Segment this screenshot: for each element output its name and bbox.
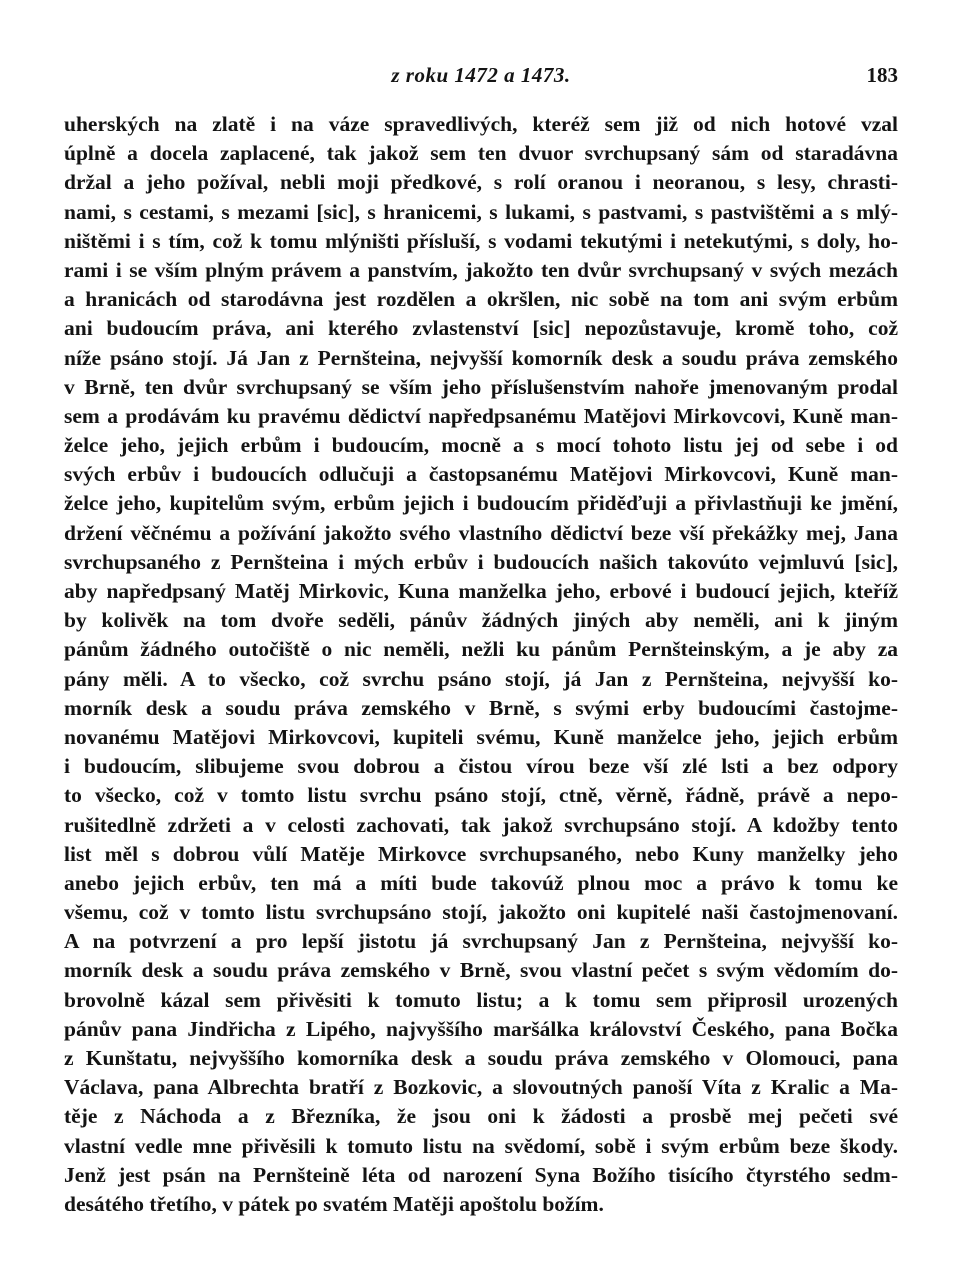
text-line: rami i se vším plným právem a panstvím, jakožto ten dvůr svrchupsaný v svých mezách	[64, 257, 898, 282]
text-line: sem a prodávám ku pravému dědictví napředpsanému Matějovi Mirkovcovi, Kuně man-	[64, 403, 898, 428]
text-line: držal a jeho požíval, nebli moji předkové, s rolí oranou i neoranou, s lesy, chrasti-	[64, 170, 898, 195]
text-line: by kolivěk na tom dvoře seděli, pánův žádných jiných aby neměli, ani k jiným	[64, 608, 898, 633]
text-line: svých erbův i budoucích odlučuji a častopsanému Matějovi Mirkovcovi, Kuně man-	[64, 462, 898, 487]
text-line: novanému Matějovi Mirkovcovi, kupiteli svému, Kuně manželce jeho, jejich erbům	[64, 724, 898, 749]
text-line: morník desk a soudu práva zemského v Brně, s svými erby budoucími častojme-	[64, 695, 898, 720]
text-line: želce jeho, jejich erbům i budoucím, mocně a s mocí tohoto listu jej od sebe i od	[64, 433, 898, 458]
text-line: i budoucím, slibujeme svou dobrou a čistou vírou beze vší zlé lsti a bez odpory	[64, 754, 898, 779]
running-title: z roku 1472 a 1473.	[391, 63, 571, 87]
text-line: brovolně kázal sem přivěsiti k tomuto listu; a k tomu sem připrosil urozených	[64, 987, 898, 1012]
text-line: rušitedlně zdržeti a v celosti zachovati, tak jakož svrchupsáno stojí. A kdožby tento	[64, 812, 898, 837]
body-text	[64, 110, 898, 1219]
text-line: ani budoucím práva, ani kterého zvlastenství [sic] nepozůstavuje, kromě toho, což	[64, 316, 898, 341]
text-line: držení věčnému a požívání jakožto svého vlastního dědictví beze vší překážky mej, Jana	[64, 520, 898, 545]
text-line: anebo jejich erbův, ten má a míti bude takovúž plnou moc a právo k tomu ke	[64, 870, 898, 895]
text-line: list měl s dobrou vůlí Matěje Mirkovce svrchupsaného, nebo Kuny manželky jeho	[64, 841, 898, 866]
text-line: těje z Náchoda a z Březníka, že jsou oni k žádosti a prosbě mej pečeti své	[64, 1104, 898, 1129]
text-line: níže psáno stojí. Já Jan z Pernšteina, nejvyšší komorník desk a soudu práva zemského	[64, 345, 898, 370]
text-line: Václava, pana Albrechta bratří z Bozkovic, a slovoutných panoší Víta z Kralic a Ma-	[64, 1075, 898, 1100]
text-line: nami, s cestami, s mezami [sic], s hranicemi, s lukami, s pastvami, s pastvištěmi a s mlý-	[64, 199, 898, 224]
page-number: 183	[866, 63, 898, 87]
page-header	[64, 60, 898, 90]
text-line: a hranicách od starodávna jest rozdělen a okršlen, nic sobě na tom ani svým erbům	[64, 287, 898, 312]
text-line: uherských na zlatě i na váze spravedlivých, kteréž sem již od nich hotové vzal	[64, 112, 898, 136]
text-line: morník desk a soudu práva zemského v Brně, svou vlastní pečet s svým vědomím do-	[64, 958, 898, 983]
text-line: desátého třetího, v pátek po svatém Matěji apoštolu božím.	[64, 1191, 604, 1216]
text-line: vlastní vedle mne přivěsili k tomuto listu na svědomí, sobě i svým erbům beze škody.	[64, 1133, 898, 1158]
text-line: všemu, což v tomto listu svrchupsáno stojí, jakožto oni kupitelé naši častojmenovaní.	[64, 900, 898, 925]
text-line: v Brně, ten dvůr svrchupsaný se vším jeho příslušenstvím nahoře jmenovaným prodal	[64, 374, 898, 399]
text-line: aby napředpsaný Matěj Mirkovic, Kuna manželka jeho, erbové i budoucí jejich, kteříž	[64, 579, 898, 603]
text-line: želce jeho, kupitelům svým, erbům jejich i budoucím přiděďuji a přivlastňuji ke jmění,	[64, 491, 898, 516]
text-line: pány měli. A to všecko, což svrchu psáno stojí, já Jan z Pernšteina, nejvyšší ko-	[64, 666, 898, 691]
text-line: svrchupsaného z Pernšteina i mých erbův i budoucích našich takovúto vejmluvú [sic],	[64, 549, 898, 574]
text-line: úplně a docela zaplacené, tak jakož sem ten dvuor svrchupsaný sám od staradávna	[64, 141, 898, 166]
text-line: Jenž jest psán na Pernšteině léta od narození Syna Božího tisícího čtyrstého sedm-	[64, 1162, 898, 1187]
text-line: to všecko, což v tomto listu svrchu psáno stojí, ctně, věrně, řádně, právě a nepo-	[64, 783, 898, 808]
text-line: z Kunštatu, nejvyššího komorníka desk a soudu práva zemského v Olomouci, pana	[64, 1046, 898, 1070]
text-line: ništěmi i s tím, což k tomu mlýništi přísluší, s vodami tekutými i netekutými, s doly, ho-	[64, 228, 898, 253]
text-line: A na potvrzení a pro lepší jistotu já svrchupsaný Jan z Pernšteina, nejvyšší ko-	[64, 929, 898, 954]
text-line: pánův pana Jindřicha z Lipého, najvyššího maršálka království Českého, pana Bočka	[64, 1016, 898, 1041]
text-line: pánům žádného outočiště o nic neměli, nežli ku pánům Pernšteinským, a je aby za	[64, 637, 898, 662]
